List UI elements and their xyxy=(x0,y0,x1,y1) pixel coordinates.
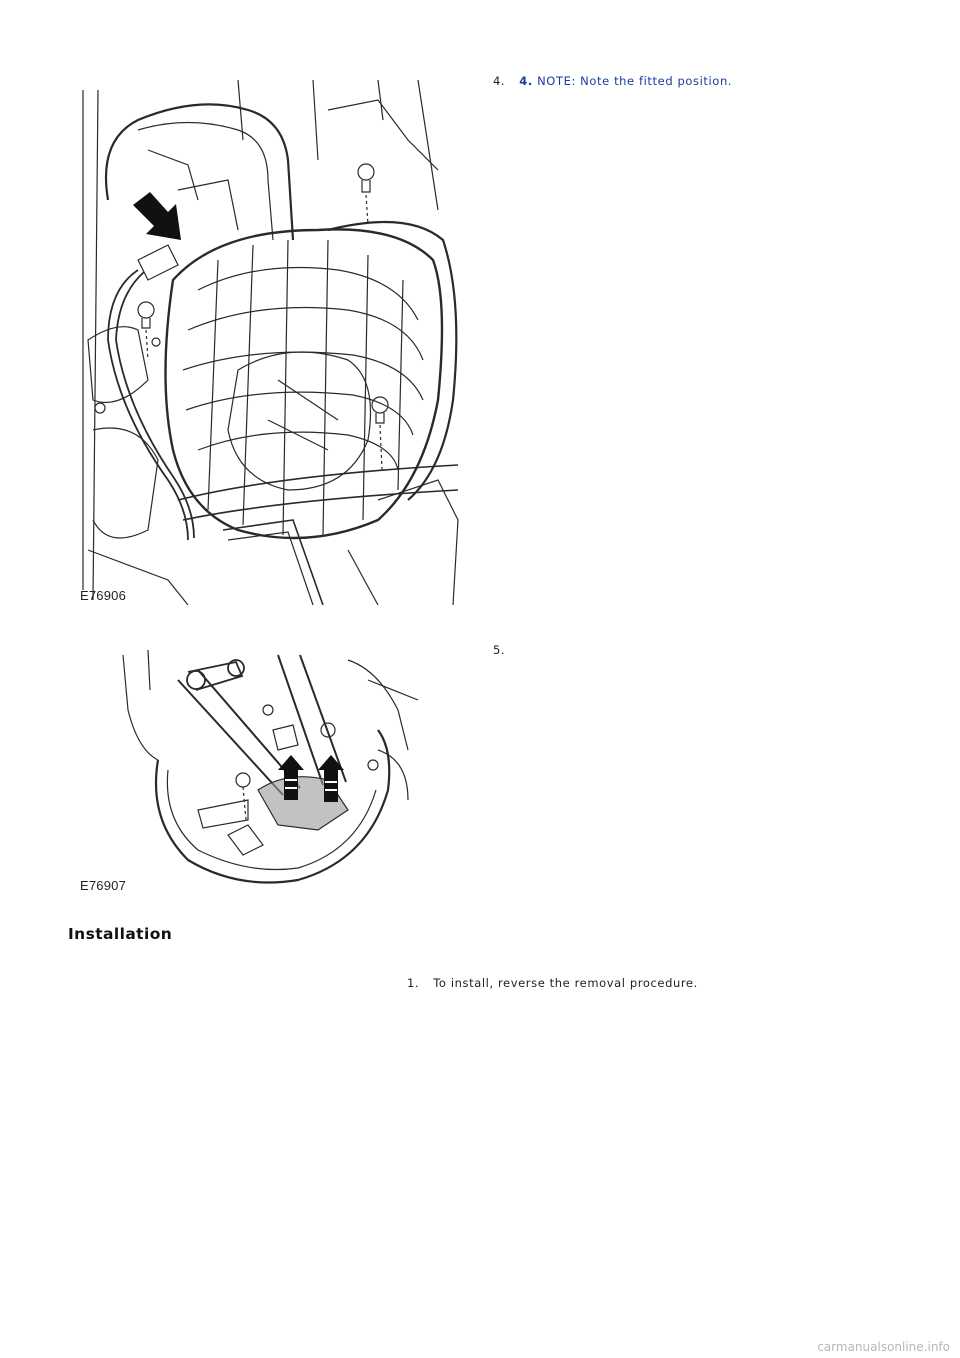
blower-housing-illustration xyxy=(78,650,438,895)
figure-e76907 xyxy=(78,650,438,895)
step-number: 5. xyxy=(493,643,506,657)
note-text: NOTE: Note the fitted position. xyxy=(537,74,733,88)
blower-motor-illustration xyxy=(78,80,463,605)
step-text: To install, reverse the removal procedure. xyxy=(433,976,698,990)
step-number: 1. xyxy=(407,976,420,990)
figure-label: E76906 xyxy=(80,588,127,603)
figure-label: E76907 xyxy=(80,878,127,893)
step-4 xyxy=(493,74,732,88)
watermark: carmanualsonline.info xyxy=(817,1340,950,1354)
note-number: 4. xyxy=(519,74,533,88)
figure-e76906 xyxy=(78,80,463,605)
installation-heading: Installation xyxy=(68,925,173,943)
installation-step-1 xyxy=(407,976,698,990)
step-5 xyxy=(493,643,515,657)
step-number: 4. xyxy=(493,74,506,88)
pointer-arrow-icon xyxy=(133,192,181,240)
